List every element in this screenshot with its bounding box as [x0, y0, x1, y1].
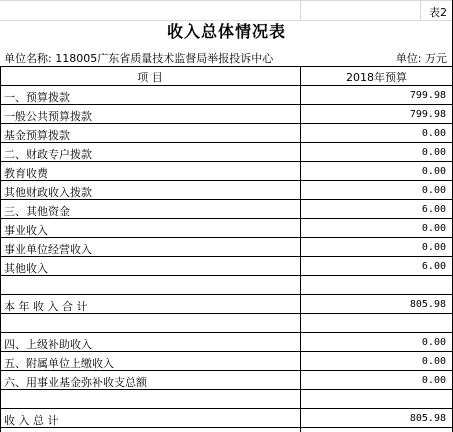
table-row [0, 390, 453, 409]
table-row [0, 276, 453, 295]
table-row [0, 200, 453, 219]
currency-unit-label: 单位: 万元 [395, 52, 447, 65]
row-item-name: 事业单位经营收入 [4, 243, 92, 256]
header-budget-year: 2018年预算 [346, 71, 407, 84]
row-item-name: 基金预算拨款 [4, 129, 70, 142]
row-item-name: 一、预算拨款 [4, 91, 70, 104]
row-budget-value: 805.98 [409, 299, 446, 310]
row-budget-value: 6.00 [421, 204, 446, 215]
table-row [0, 219, 453, 238]
row-item-name: 一般公共预算拨款 [4, 110, 92, 123]
row-item-name: 教育收费 [4, 167, 48, 180]
unit-info-row [0, 48, 453, 66]
row-budget-value: 0.00 [421, 223, 446, 234]
row-item-name: 其他收入 [4, 262, 48, 275]
row-budget-value: 0.00 [421, 356, 446, 367]
row-budget-value: 799.98 [409, 90, 446, 101]
row-budget-value: 805.98 [409, 413, 446, 424]
row-item-name: 收 入 总 计 [4, 414, 59, 427]
table-row [0, 352, 453, 371]
table-header-row [0, 67, 453, 85]
row-item-name: 二、财政专户拨款 [4, 148, 92, 161]
row-budget-value: 0.00 [421, 147, 446, 158]
row-item-name: 事业收入 [4, 224, 48, 237]
table-row [0, 257, 453, 276]
row-item-name: 六、用事业基金弥补收支总额 [4, 376, 147, 389]
table-row [0, 314, 453, 333]
unit-name-label: 单位名称: 118005广东省质量技术监督局举报投诉中心 [4, 52, 274, 65]
row-budget-value: 0.00 [421, 242, 446, 253]
row-item-name: 本 年 收 入 合 计 [4, 300, 88, 313]
row-budget-value: 0.00 [421, 185, 446, 196]
row-budget-value: 0.00 [421, 375, 446, 386]
row-budget-value: 0.00 [421, 128, 446, 139]
table-row [0, 371, 453, 390]
table-number-label: 表2 [429, 6, 447, 19]
table-row [0, 86, 453, 105]
header-item: 项 目 [137, 71, 163, 84]
table-row [0, 105, 453, 124]
table-row [0, 124, 453, 143]
row-budget-value: 799.98 [409, 109, 446, 120]
row-budget-value: 0.00 [421, 337, 446, 348]
table-row [0, 333, 453, 352]
row-item-name: 五、附属单位上缴收入 [4, 357, 114, 370]
row-item-name: 其他财政收入拨款 [4, 186, 92, 199]
row-item-name: 三、其他资金 [4, 205, 70, 218]
table-row [0, 238, 453, 257]
table-row [0, 295, 453, 314]
row-budget-value: 6.00 [421, 261, 446, 272]
table-row [0, 143, 453, 162]
page-title: 收入总体情况表 [166, 22, 286, 41]
table-row [0, 409, 453, 428]
table-row [0, 181, 453, 200]
row-budget-value: 0.00 [421, 166, 446, 177]
row-item-name: 四、上级补助收入 [4, 338, 92, 351]
table-row [0, 162, 453, 181]
